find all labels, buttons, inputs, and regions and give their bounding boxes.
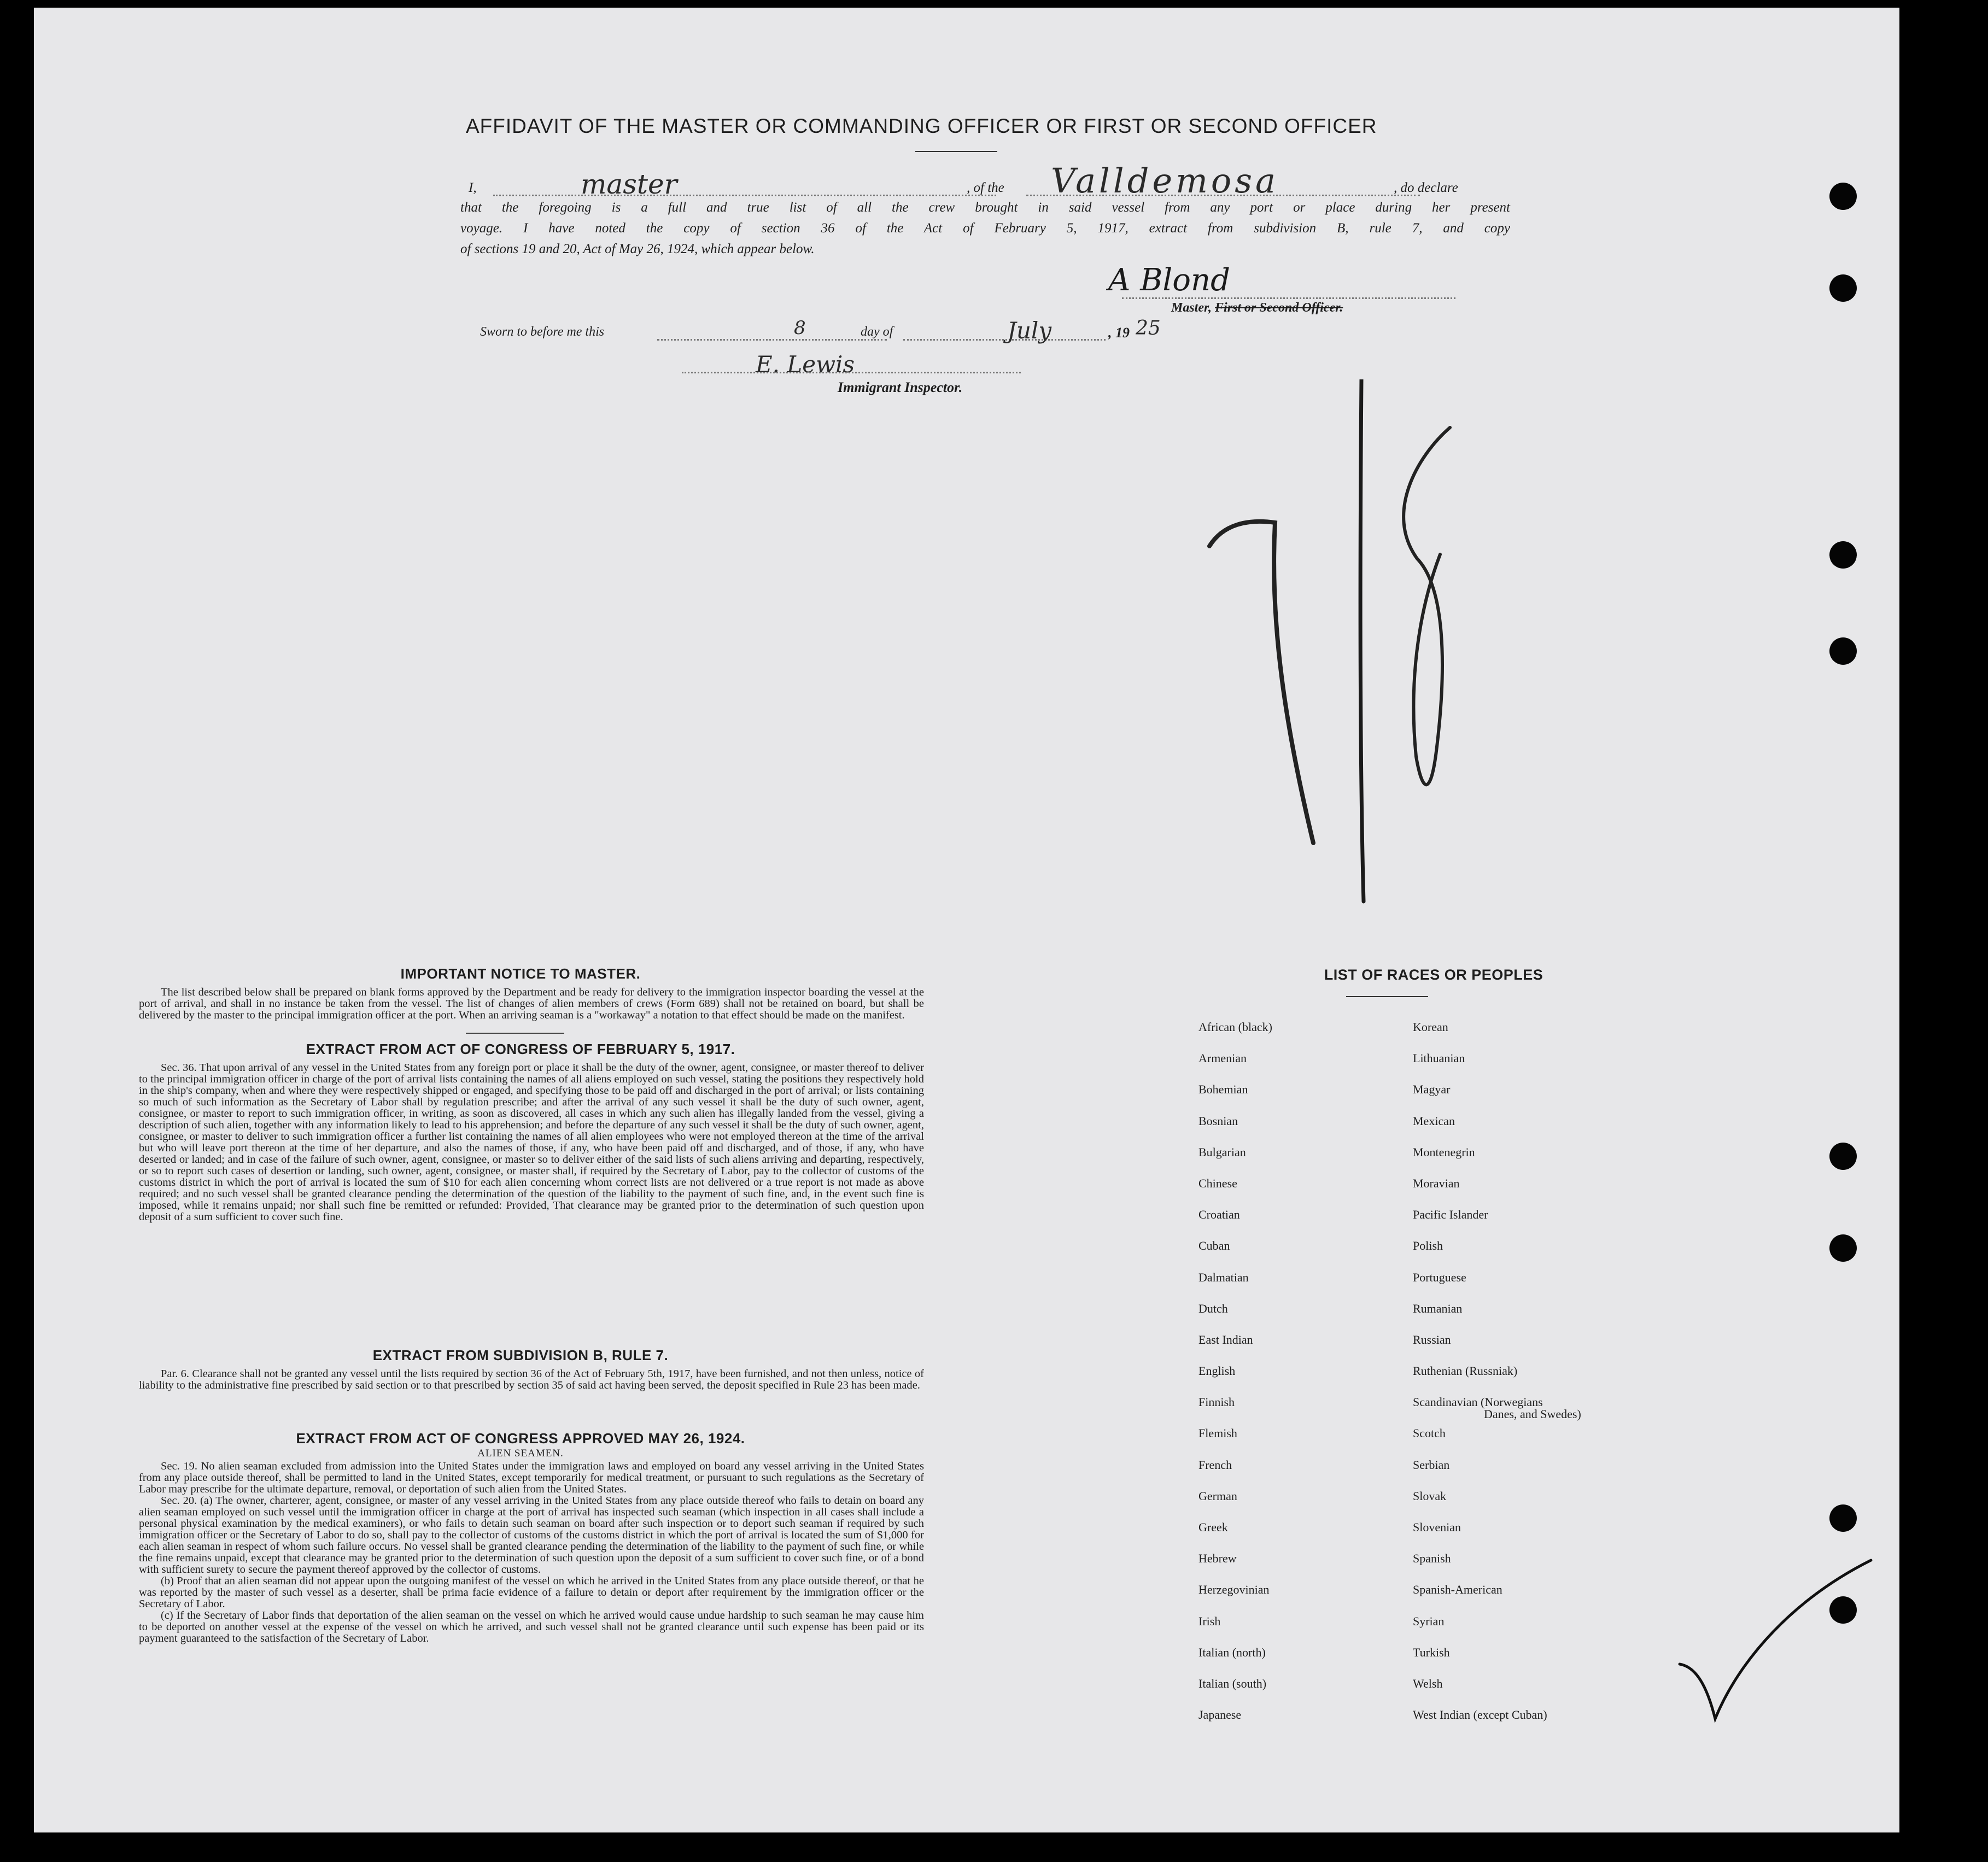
- extract-1917-text: Sec. 36. That upon arrival of any vessel in the United States from any foreign port or place it shall be the duty of the owner, agent, consignee, or master thereof to deliver to the principal immigration officer in charge of the port of arrival lists containing the names of all aliens employed on such vessel, stating the positions they respectively hold in the ship's company, when and where they were respectively shipped or engaged, and specifying those to be paid off and discharged in the port of arrival; or lists containing so much of such information as the Secretary of Labor shall by regulation prescribe; and after the arrival of any such vessel it shall be the duty of such owner, agent, consignee, or master to report to such immigration officer, in writing, as soon as discovered, all cases in which any such alien has illegally landed from the vessel, giving a description of such alien, together with any information likely to lead to his apprehension; and before the departure of any such vessel it shall be the duty of such owner, agent, consignee, or master to deliver to such immigration officer a further list containing the names of all alien employees who were not employed thereon at the time of the arrival but who will leave port thereon at the time of her departure, and also the names of those, if any, who have been paid off and discharged, and of those, if any, who have deserted or landed; and in case of the failure of such owner, agent, consignee, or master so to deliver either of the said lists of such aliens arriving and departing, respectively, or so to report such cases of desertion or landing, such owner, agent, consignee, or master shall, if required by the Secretary of Labor, pay to the collector of customs of the customs district in which the port of arrival is located the sum of $10 for each alien concerning whom correct lists are not delivered or a true report is not made as above required; and no such vessel shall be granted clearance pending the determination of the question of the liability to the payment of such fine, and, in the event such fine is imposed, while it remains unpaid; nor shall such fine be remitted or refunded: Provided, That clearance may be granted prior to the determination of such question upon deposit of a sum sufficient to cover such fine.: [139, 1062, 924, 1223]
- sworn-label: Sworn to before me this: [480, 325, 605, 339]
- document-sheet: [34, 8, 1899, 1832]
- rule7-heading: EXTRACT FROM SUBDIVISION B, RULE 7.: [372, 1347, 669, 1363]
- sec20a-text: Sec. 20. (a) The owner, charterer, agent, consignee, or master of any vessel arriving in the United States from any place outside thereof who fails to detain on board any alien seaman employed on such vessel until the immigration officer in charge at the port of arrival has inspected such seaman (which inspection in all cases shall include a personal physical examination by the medical examiners), or who fails to detain such seaman on board after such inspection or to deport such seaman if required by such immigration officer or the Secretary of Labor to do so, shall pay to the collector of customs of the customs district in which the port of arrival is located the sum of $1,000 for each alien seaman in respect of whom such failure occurs. No vessel shall be granted clearance pending the determination of the liability to the payment of such fine, or while the fine remains unpaid, except that clearance may be granted prior to the determination of such question upon the deposit of a sum sufficient to cover such fine, or of a bond with sufficient surety to secure the payment thereof approved by the collector of customs.: [139, 1495, 924, 1576]
- race-scandinavian: Scandinavian (Norwegians: [1413, 1395, 1543, 1409]
- race-item: Greek: [1198, 1520, 1228, 1534]
- race-item: Mexican: [1413, 1114, 1455, 1128]
- race-item: Welsh: [1413, 1676, 1443, 1690]
- race-item: Slovak: [1413, 1489, 1447, 1503]
- extract-1917-heading: EXTRACT FROM ACT OF CONGRESS OF FEBRUARY 5, 1917.: [306, 1041, 735, 1057]
- notice-rule: [466, 1033, 564, 1034]
- inspector-label: Immigrant Inspector.: [838, 379, 963, 395]
- race-item: Montenegrin: [1413, 1145, 1475, 1159]
- punch-hole: [1829, 1234, 1857, 1262]
- punch-hole: [1829, 1596, 1857, 1624]
- affidavit-line-4: of sections 19 and 20, Act of May 26, 1924, which appear below.: [460, 242, 815, 256]
- master-signature: A Blond: [1108, 262, 1230, 298]
- race-item: Slovenian: [1413, 1520, 1461, 1534]
- affidavit-line-3: voyage. I have noted the copy of section 36 of the Act of February 5, 1917, extract from subdivision B, rule 7, and copy: [460, 221, 1510, 236]
- notice-text: The list described below shall be prepared on blank forms approved by the Department and be ready for delivery to the immigration inspector boarding the vessel at the port of arrival, and shall in no instance be taken from the vessel. The list of changes of alien members of crews (Form 689) shall not be retained on board, but shall be delivered by the master to the principal immigration officer at the port. When an arriving seaman is a "workaway" a notation to that effect should be made on the manifest.: [139, 986, 924, 1021]
- first-second-officer-struck: First or Second Officer.: [1215, 301, 1343, 315]
- race-item: East Indian: [1198, 1332, 1253, 1346]
- race-item: Lithuanian: [1413, 1051, 1465, 1065]
- race-item: Ruthenian (Russniak): [1413, 1364, 1518, 1378]
- race-item: Finnish: [1198, 1395, 1235, 1409]
- affidavit-i-label: I,: [469, 180, 477, 195]
- year-handwritten: 25: [1136, 317, 1161, 339]
- races-right-column: [1413, 1020, 1581, 1739]
- race-scandinavian-cont: Danes, and Swedes): [1484, 1407, 1581, 1421]
- race-item: Bulgarian: [1198, 1145, 1246, 1159]
- race-item: Croatian: [1198, 1208, 1240, 1222]
- handwritten-fraction-drawing: [1160, 379, 1477, 904]
- do-declare-label: , do declare: [1394, 180, 1458, 195]
- race-item: German: [1198, 1489, 1237, 1503]
- notice-heading: IMPORTANT NOTICE TO MASTER.: [400, 965, 641, 982]
- affidavit-title: AFFIDAVIT OF THE MASTER OR COMMANDING OFFICER OR FIRST OR SECOND OFFICER: [466, 115, 1377, 137]
- of-the-label: , of the: [967, 180, 1004, 195]
- race-item: African (black): [1198, 1020, 1272, 1034]
- title-rule: [915, 151, 997, 152]
- race-item: Serbian: [1413, 1457, 1450, 1472]
- punch-hole: [1829, 541, 1857, 569]
- race-item: [1413, 1395, 1581, 1426]
- master-name-handwritten: master: [581, 168, 677, 200]
- name-field-line: [493, 195, 996, 196]
- race-item: Japanese: [1198, 1708, 1242, 1722]
- sec20b-text: (b) Proof that an alien seaman did not appear upon the outgoing manifest of the vessel on which he arrived in the United States from any place outside thereof, or that he was reported by the master of such vessel as a deserter, shall be prima facie evidence of a failure to detain or deport after requirement by the immigration officer or the Secretary of Labor.: [139, 1575, 924, 1610]
- sec20c-text: (c) If the Secretary of Labor finds that deportation of the alien seaman on the vessel on which he arrived would cause undue hardship to such seaman he may cause him to be deported on another vessel at the expense of the vessel on which he arrived, and such vessel shall not be granted clearance until such expense has been paid or its payment guaranteed to the satisfaction of the Secretary of Labor.: [139, 1609, 924, 1644]
- race-item: Hebrew: [1198, 1551, 1237, 1566]
- race-item: West Indian (except Cuban): [1413, 1708, 1547, 1722]
- day-of-label: day of: [861, 325, 893, 339]
- race-item: Bosnian: [1198, 1114, 1238, 1128]
- race-item: Portuguese: [1413, 1270, 1466, 1284]
- day-field-line: [657, 339, 887, 341]
- race-item: Moravian: [1413, 1176, 1460, 1190]
- punch-hole: [1829, 183, 1857, 210]
- affidavit-line-2: that the foregoing is a full and true list of all the crew brought in said vessel from any port or place during her present: [460, 200, 1510, 215]
- race-item: Scotch: [1413, 1426, 1446, 1441]
- race-item: Cuban: [1198, 1239, 1230, 1253]
- race-item: Italian (south): [1198, 1676, 1267, 1690]
- inspector-line: [682, 372, 1021, 373]
- race-item: Polish: [1413, 1239, 1443, 1253]
- race-item: Irish: [1198, 1614, 1221, 1628]
- signature-line: [1122, 297, 1455, 299]
- race-item: English: [1198, 1364, 1236, 1378]
- master-label: Master,: [1171, 301, 1212, 315]
- race-item: Turkish: [1413, 1645, 1450, 1659]
- punch-hole: [1829, 1504, 1857, 1532]
- race-item: Syrian: [1413, 1614, 1445, 1628]
- race-item: Korean: [1413, 1020, 1448, 1034]
- race-item: Bohemian: [1198, 1082, 1248, 1097]
- punch-hole: [1829, 637, 1857, 665]
- race-item: Italian (north): [1198, 1645, 1266, 1659]
- race-item: Spanish-American: [1413, 1583, 1502, 1597]
- race-item: Spanish: [1413, 1551, 1451, 1566]
- races-left-column: [1198, 1020, 1272, 1739]
- race-item: French: [1198, 1457, 1232, 1472]
- race-item: Dalmatian: [1198, 1270, 1249, 1284]
- race-item: Pacific Islander: [1413, 1208, 1488, 1222]
- extract-1924-subheading: ALIEN SEAMEN.: [477, 1448, 564, 1459]
- punch-hole: [1829, 1143, 1857, 1170]
- race-item: Russian: [1413, 1332, 1451, 1346]
- year-prefix: , 19: [1108, 325, 1130, 341]
- race-item: Flemish: [1198, 1426, 1237, 1441]
- race-item: Armenian: [1198, 1051, 1247, 1065]
- checkmark-icon: [1674, 1555, 1882, 1730]
- month-handwritten: July: [1007, 317, 1052, 344]
- extract-1924-body: [139, 1461, 924, 1644]
- race-item: Dutch: [1198, 1301, 1228, 1315]
- rule7-text: Par. 6. Clearance shall not be granted any vessel until the lists required by section 36 of the Act of February 5th, 1917, have been furnished, and not then unless, notice of liability to the administrative fine prescribed by said section or to that prescribed by section 35 of said act having been served, the deposit specified in Rule 23 has been made.: [139, 1368, 924, 1391]
- race-item: Herzegovinian: [1198, 1583, 1270, 1597]
- sec19-text: Sec. 19. No alien seaman excluded from admission into the United States under the immigration laws and employed on board any vessel arriving in the United States from any place outside thereof, shall be permitted to land in the United States, except temporarily for medical treatment, or pursuant to such regulations as the Secretary of Labor may prescribe for the ultimate departure, removal, or deportation of such alien from the United States.: [139, 1460, 924, 1495]
- punch-hole: [1829, 274, 1857, 302]
- race-item: Chinese: [1198, 1176, 1237, 1190]
- officer-label: [1171, 301, 1343, 315]
- vessel-name-handwritten: Valldemosa: [1051, 161, 1279, 201]
- day-handwritten: 8: [794, 317, 806, 339]
- races-heading: LIST OF RACES OR PEOPLES: [1324, 967, 1543, 983]
- race-item: Rumanian: [1413, 1301, 1463, 1315]
- race-item: Magyar: [1413, 1082, 1451, 1097]
- inspector-signature: E. Lewis: [756, 351, 855, 378]
- month-field-line: [903, 339, 1106, 341]
- extract-1924-heading: EXTRACT FROM ACT OF CONGRESS APPROVED MAY 26, 1924.: [296, 1430, 745, 1447]
- races-rule: [1346, 996, 1428, 997]
